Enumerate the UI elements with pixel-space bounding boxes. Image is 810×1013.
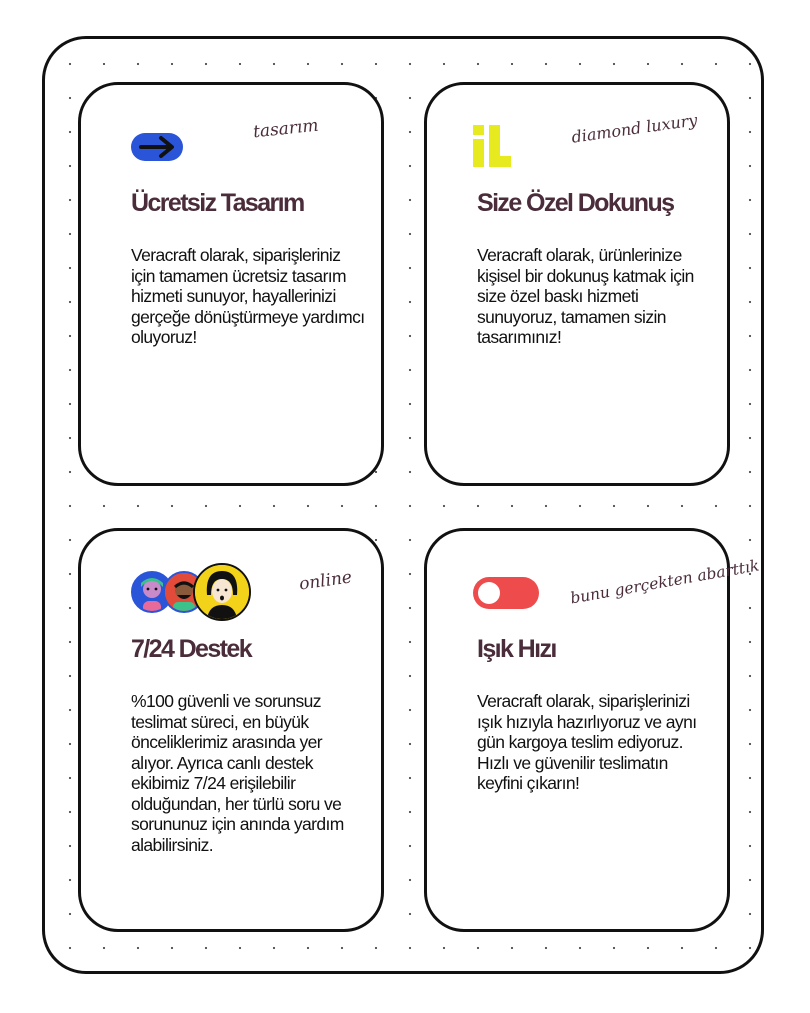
feature-card-light-speed [424, 528, 761, 932]
card-description: Veracraft olarak, siparişlerinizi ışık hızıyla hazırlıyoruz ve aynı gün kargoya teslim ediyoruz. Hızlı ve güvenilir teslimatın keyfini çıkarın! [477, 691, 697, 793]
card-tag: tasarım [252, 115, 320, 143]
feature-card-free-design [78, 82, 384, 486]
card-tag: online [297, 567, 354, 595]
card-description: %100 güvenli ve sorunsuz teslimat süreci, en büyük önceliklerimiz arasında yer alıyor. Ayrıca canlı destek ekibimiz 7/24 erişilebilir olduğundan, her türlü soru ve sorununuz için anında yardım alabilirsiniz. [131, 691, 344, 855]
toggle-icon [473, 577, 539, 609]
card-title: Işık Hızı [477, 635, 556, 663]
card-title: Size Özel Dokunuş [477, 189, 674, 217]
arrow-right-icon [131, 131, 185, 163]
card-title: Ücretsiz Tasarım [131, 189, 304, 217]
avatar [193, 563, 251, 621]
card-tag: diamond luxury [570, 110, 699, 147]
avatar-group-icon [131, 563, 255, 625]
card-title: 7/24 Destek [131, 635, 251, 663]
card-description: Veracraft olarak, siparişleriniz için tamamen ücretsiz tasarım hizmeti sunuyor, hayallerinizi gerçeğe dönüştürmeye yardımcı oluyoruz! [131, 245, 365, 347]
il-logo-icon [473, 125, 513, 167]
card-tag: bunu gerçekten abarttık [568, 556, 761, 608]
feature-card-custom-touch [424, 82, 730, 486]
feature-card-support [78, 528, 384, 932]
card-description: Veracraft olarak, ürünlerinize kişisel bir dokunuş katmak için size özel baskı hizmeti sunuyoruz, tamamen sizin tasarımınız! [477, 245, 694, 347]
